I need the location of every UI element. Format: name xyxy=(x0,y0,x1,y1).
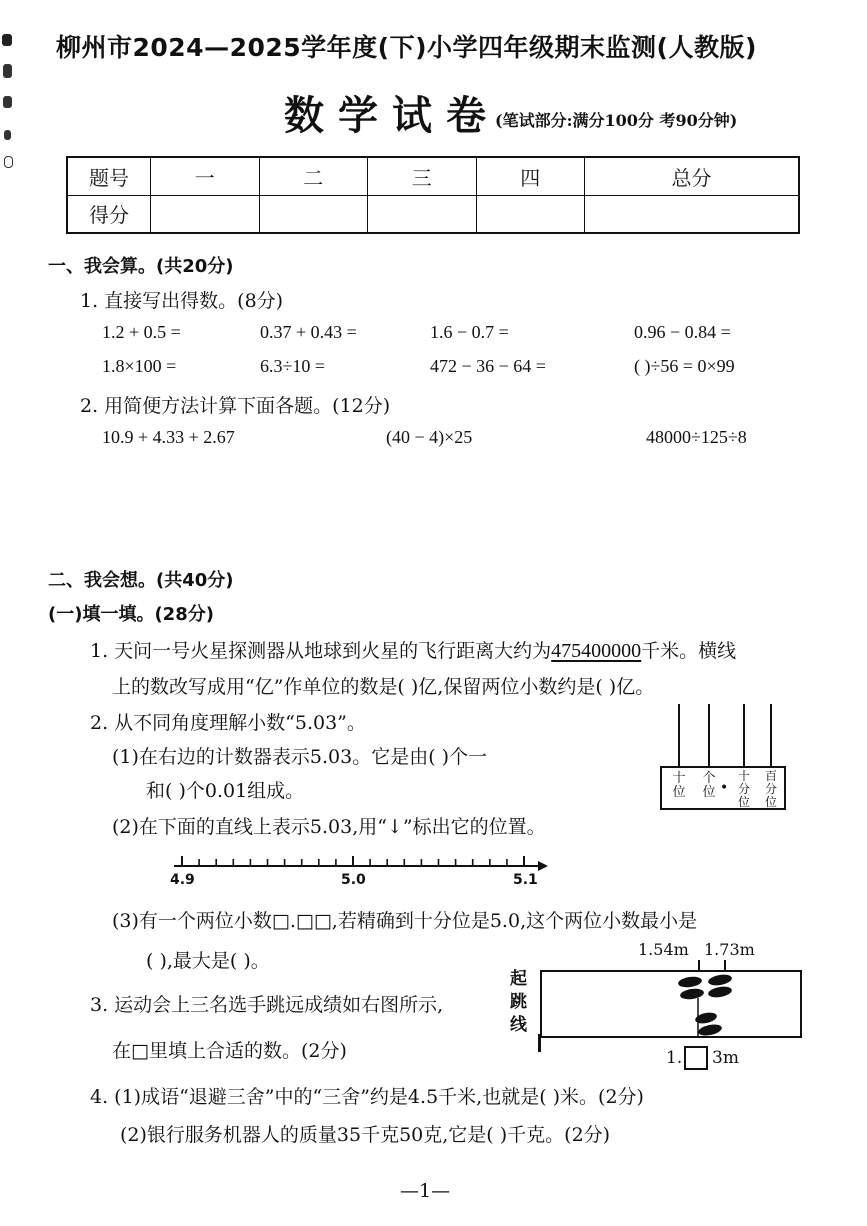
numline-label: 5.0 xyxy=(341,872,366,888)
section2-title: 二、我会想。(共40分) xyxy=(48,570,234,591)
s2-q1-text-b: 千米。横线 xyxy=(641,640,737,662)
score-header: 题号 xyxy=(67,157,151,195)
numline-label: 5.1 xyxy=(513,872,538,888)
s2-q2-p3-b[interactable]: ( ),最大是( )。 xyxy=(146,950,270,972)
section1-title: 一、我会算。(共20分) xyxy=(48,256,234,277)
score-cell[interactable] xyxy=(585,195,800,233)
simplify-item: 10.9 + 4.33 + 2.67 xyxy=(102,427,235,447)
s2-q1-text-a: 1. 天问一号火星探测器从地球到火星的飞行距离大约为 xyxy=(90,640,552,662)
takeoff-line-label: 起跳线 xyxy=(510,969,527,1035)
score-cell[interactable] xyxy=(368,195,477,233)
calc-item: 0.96 − 0.84 = xyxy=(634,322,731,342)
score-header: 一 xyxy=(151,157,260,195)
s2-q3-line1: 3. 运动会上三名选手跳远成绩如右图所示, xyxy=(90,994,444,1016)
score-header: 二 xyxy=(259,157,368,195)
s2-q2-p3-a: (3)有一个两位小数□.□□,若精确到十分位是5.0,这个两位小数最小是 xyxy=(112,910,698,932)
calc-item: 6.3÷10 = xyxy=(260,356,326,376)
long-jump-diagram xyxy=(508,940,808,1074)
s2-q1-line2[interactable]: 上的数改写成用“亿”作单位的数是( )亿,保留两位小数约是( )亿。 xyxy=(112,676,655,698)
s2-q2-p1-a[interactable]: (1)在右边的计数器表示5.03。它是由( )个一 xyxy=(112,746,488,768)
score-cell[interactable] xyxy=(151,195,260,233)
s2-q3-line2: 在□里填上合适的数。(2分) xyxy=(112,1040,347,1062)
binding-edge-marks xyxy=(0,34,14,174)
s1-q1-title: 1. 直接写出得数。(8分) xyxy=(80,290,284,312)
calc-item: 1.2 + 0.5 = xyxy=(102,322,181,342)
footprints-icon xyxy=(674,968,746,1040)
exam-subject: 数学试卷 xyxy=(284,93,500,139)
score-table xyxy=(66,156,800,234)
exam-title: 柳州市2024—2025学年度(下)小学四年级期末监测(人教版) xyxy=(56,33,757,62)
score-header: 三 xyxy=(368,157,477,195)
s2-q2-title: 2. 从不同角度理解小数“5.03”。 xyxy=(90,712,366,734)
answer-box[interactable] xyxy=(684,1046,708,1070)
s2-q2-p1-b[interactable]: 和( )个0.01组成。 xyxy=(146,780,305,802)
jump-bottom-suffix: 3m xyxy=(712,1048,739,1068)
page-number: —1— xyxy=(400,1180,451,1202)
abacus-dot: • xyxy=(720,780,729,796)
exam-note: (笔试部分:满分100分 考90分钟) xyxy=(495,111,738,130)
calc-item: 1.6 − 0.7 = xyxy=(430,322,509,342)
section2-part1-title: (一)填一填。(28分) xyxy=(48,604,214,625)
calc-item: 0.37 + 0.43 = xyxy=(260,322,357,342)
calc-item: 472 − 36 − 64 = xyxy=(430,356,546,376)
abacus-diagram xyxy=(660,700,790,814)
abacus-label: 十位 xyxy=(672,771,686,800)
calc-item: 1.8×100 = xyxy=(102,356,177,376)
abacus-label: 十分位 xyxy=(737,769,750,809)
s2-q2-p2: (2)在下面的直线上表示5.03,用“↓”标出它的位置。 xyxy=(112,816,546,838)
score-cell[interactable] xyxy=(259,195,368,233)
abacus-label: 百分位 xyxy=(764,769,777,809)
underlined-number: 475400000 xyxy=(551,640,642,662)
numline-label: 4.9 xyxy=(170,872,195,888)
s2-q4-p2[interactable]: (2)银行服务机器人的质量35千克50克,它是( )千克。(2分) xyxy=(120,1124,611,1146)
score-cell[interactable] xyxy=(476,195,585,233)
jump-bottom-prefix: 1. xyxy=(666,1048,683,1068)
calc-item-blank[interactable]: ( )÷56 = 0×99 xyxy=(634,356,735,376)
jump-mark-label: 1.54m xyxy=(638,940,689,959)
abacus-label: 个位 xyxy=(702,771,716,800)
s2-q4-p1[interactable]: 4. (1)成语“退避三舍”中的“三舍”约是4.5千米,也就是( )米。(2分) xyxy=(90,1086,644,1108)
score-row-label: 得分 xyxy=(67,195,151,233)
score-header: 总分 xyxy=(585,157,800,195)
s2-q1-line1 xyxy=(90,636,736,663)
score-header: 四 xyxy=(476,157,585,195)
simplify-item: 48000÷125÷8 xyxy=(646,427,747,447)
simplify-item: (40 − 4)×25 xyxy=(386,427,473,447)
s1-q2-title: 2. 用简便方法计算下面各题。(12分) xyxy=(80,395,391,417)
jump-mark-label: 1.73m xyxy=(704,940,755,959)
